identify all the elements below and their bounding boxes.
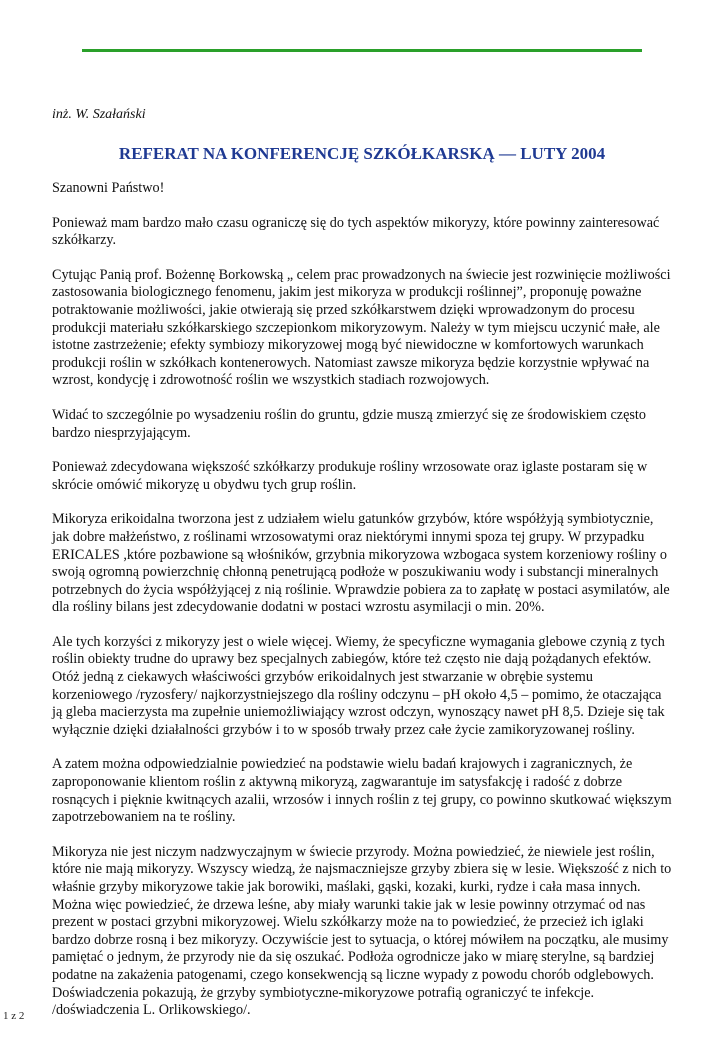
document-title: REFERAT NA KONFERENCJĘ SZKÓŁKARSKĄ — LUTY 2004 xyxy=(118,144,606,163)
page-indicator: 1 z 2 xyxy=(3,1010,25,1022)
paragraph-7: A zatem można odpowiedzialnie powiedzieć na podstawie wielu badań krajowych i zagranicznych, że zaproponowanie klientom roślin z aktywną mikoryzą, zagwarantuje im satysfakcję i radość z dobrze rosnących i pięknie kwitnących azalii, wrzosów i innych roślin z tej grupy, co powinno skutkować większym zapotrzebowaniem na te rośliny. xyxy=(52,756,672,826)
paragraph-4: Ponieważ zdecydowana większość szkółkarzy produkuje rośliny wrzosowate oraz iglaste postaram się w skrócie omówić mikoryzę u obydwu tych grup roślin. xyxy=(52,459,648,493)
paragraph-8: Mikoryza nie jest niczym nadzwyczajnym w świecie przyrody. Można powiedzieć, że niewiele jest roślin, które nie mają mikoryzy. Wszyscy wiedzą, że najsmaczniejsze grzyby zbiera się w lesie. Większość z nich to właśnie grzyby mikoryzowe takie jak borowiki, maślaki, gąski, kozaki, kurki, rydze i cała masa innych. Można więc powiedzieć, że drzewa leśne, aby miały warunki takie jak w lesie powinny otrzymać od nas prezent w postaci grzybni mikoryzowej. Wielu szkółkarzy może na to powiedzieć, że przecież ich iglaki bardzo dobrze rosną i bez mikoryzy. Oczywiście jest to sytuacja, o której mówiłem na początku, ale musimy pamiętać o jednym, że przyrody nie da się oszukać. Podłoża ogrodnicze jako w miarę sterylne, są bardziej podatne na zakażenia patogenami, czego konsekwencją są liczne wypady z powodu chorób odglebowych. Doświadczenia pokazują, że grzyby symbiotyczne-mikoryzowe potrafią ograniczyć te infekcje. /doświadczenia L. Orlikowskiego/. xyxy=(52,843,672,1019)
top-divider xyxy=(82,49,642,52)
paragraph-2: Cytując Panią prof. Bożennę Borkowską „ celem prac prowadzonych na świecie jest rozwinięcie możliwości zastosowania biologicznego fenomenu, jakim jest mikoryza w produkcji roślinnej”, proponuję poważne potraktowanie możliwości, jakie otwierają się przed szkółkarstwem dzięki wprowadzonym do procesu produkcji materiału szkółkarskiego szczepionkom mikoryzowym. Należy w tym miejscu uczynić małe, ale istotne zastrzeżenie; efekty symbiozy mikoryzowej mogą być niewidoczne w komfortowych warunkach produkcji roślin w szkółkach kontenerowych. Natomiast zawsze mikoryza będzie korzystnie wpływać na wzrost, kondycję i zdrowotność roślin we wszystkich stadiach rozwojowych. xyxy=(52,266,671,389)
greeting: Szanowni Państwo! xyxy=(52,180,165,196)
paragraph-5: Mikoryza erikoidalna tworzona jest z udziałem wielu gatunków grzybów, które współżyją symbiotycznie, jak dobre małżeństwo, z roślinami wrzosowatymi oraz niektórymi innymi spoza tej grupy. W przypadku ERICALES ,które pozbawione są włośników, grzybnia mikoryzowa wzbogaca system korzeniowy rośliny o swoją ogromną powierzchnię chłonną penetrującą podłoże w poszukiwaniu wody i substancji mineralnych potrzebnych do życia współżyjącej z nią roślinie. Wprawdzie pobiera za to zapłatę w postaci asymilatów, ale dla rośliny bilans jest zdecydowanie dodatni w postaci wzrostu asymilacji o min. 20%. xyxy=(52,511,670,616)
author-line: inż. W. Szałański xyxy=(52,107,146,122)
paragraph-6: Ale tych korzyści z mikoryzy jest o wiele więcej. Wiemy, że specyficzne wymagania glebowe czynią z tych roślin obiekty trudne do uprawy bez specjalnych zabiegów, które też często nie dają pożądanych efektów. Otóż jedną z ciekawych właściwości grzybów erikoidalnych jest stwarzanie w obrębie systemu korzeniowego /ryzosfery/ najkorzystniejszego dla rośliny odczynu – pH około 4,5 – pomimo, że otaczająca ją gleba macierzysta ma zupełnie uniemożliwiający wzrost odczyn, wynoszący nawet pH 8,5. Dzieje się tak wyłącznie dzięki działalności grzybów i to w sposób trwały przez całe życie zamikoryzowanej rośliny. xyxy=(52,633,665,738)
paragraph-1: Ponieważ mam bardzo mało czasu ograniczę się do tych aspektów mikoryzy, które powinny zainteresować szkółkarzy. xyxy=(52,214,660,249)
document-body xyxy=(52,180,672,1037)
paragraph-3: Widać to szczególnie po wysadzeniu roślin do gruntu, gdzie muszą zmierzyć się ze środowiskiem często bardzo niesprzyjającym. xyxy=(52,406,646,441)
